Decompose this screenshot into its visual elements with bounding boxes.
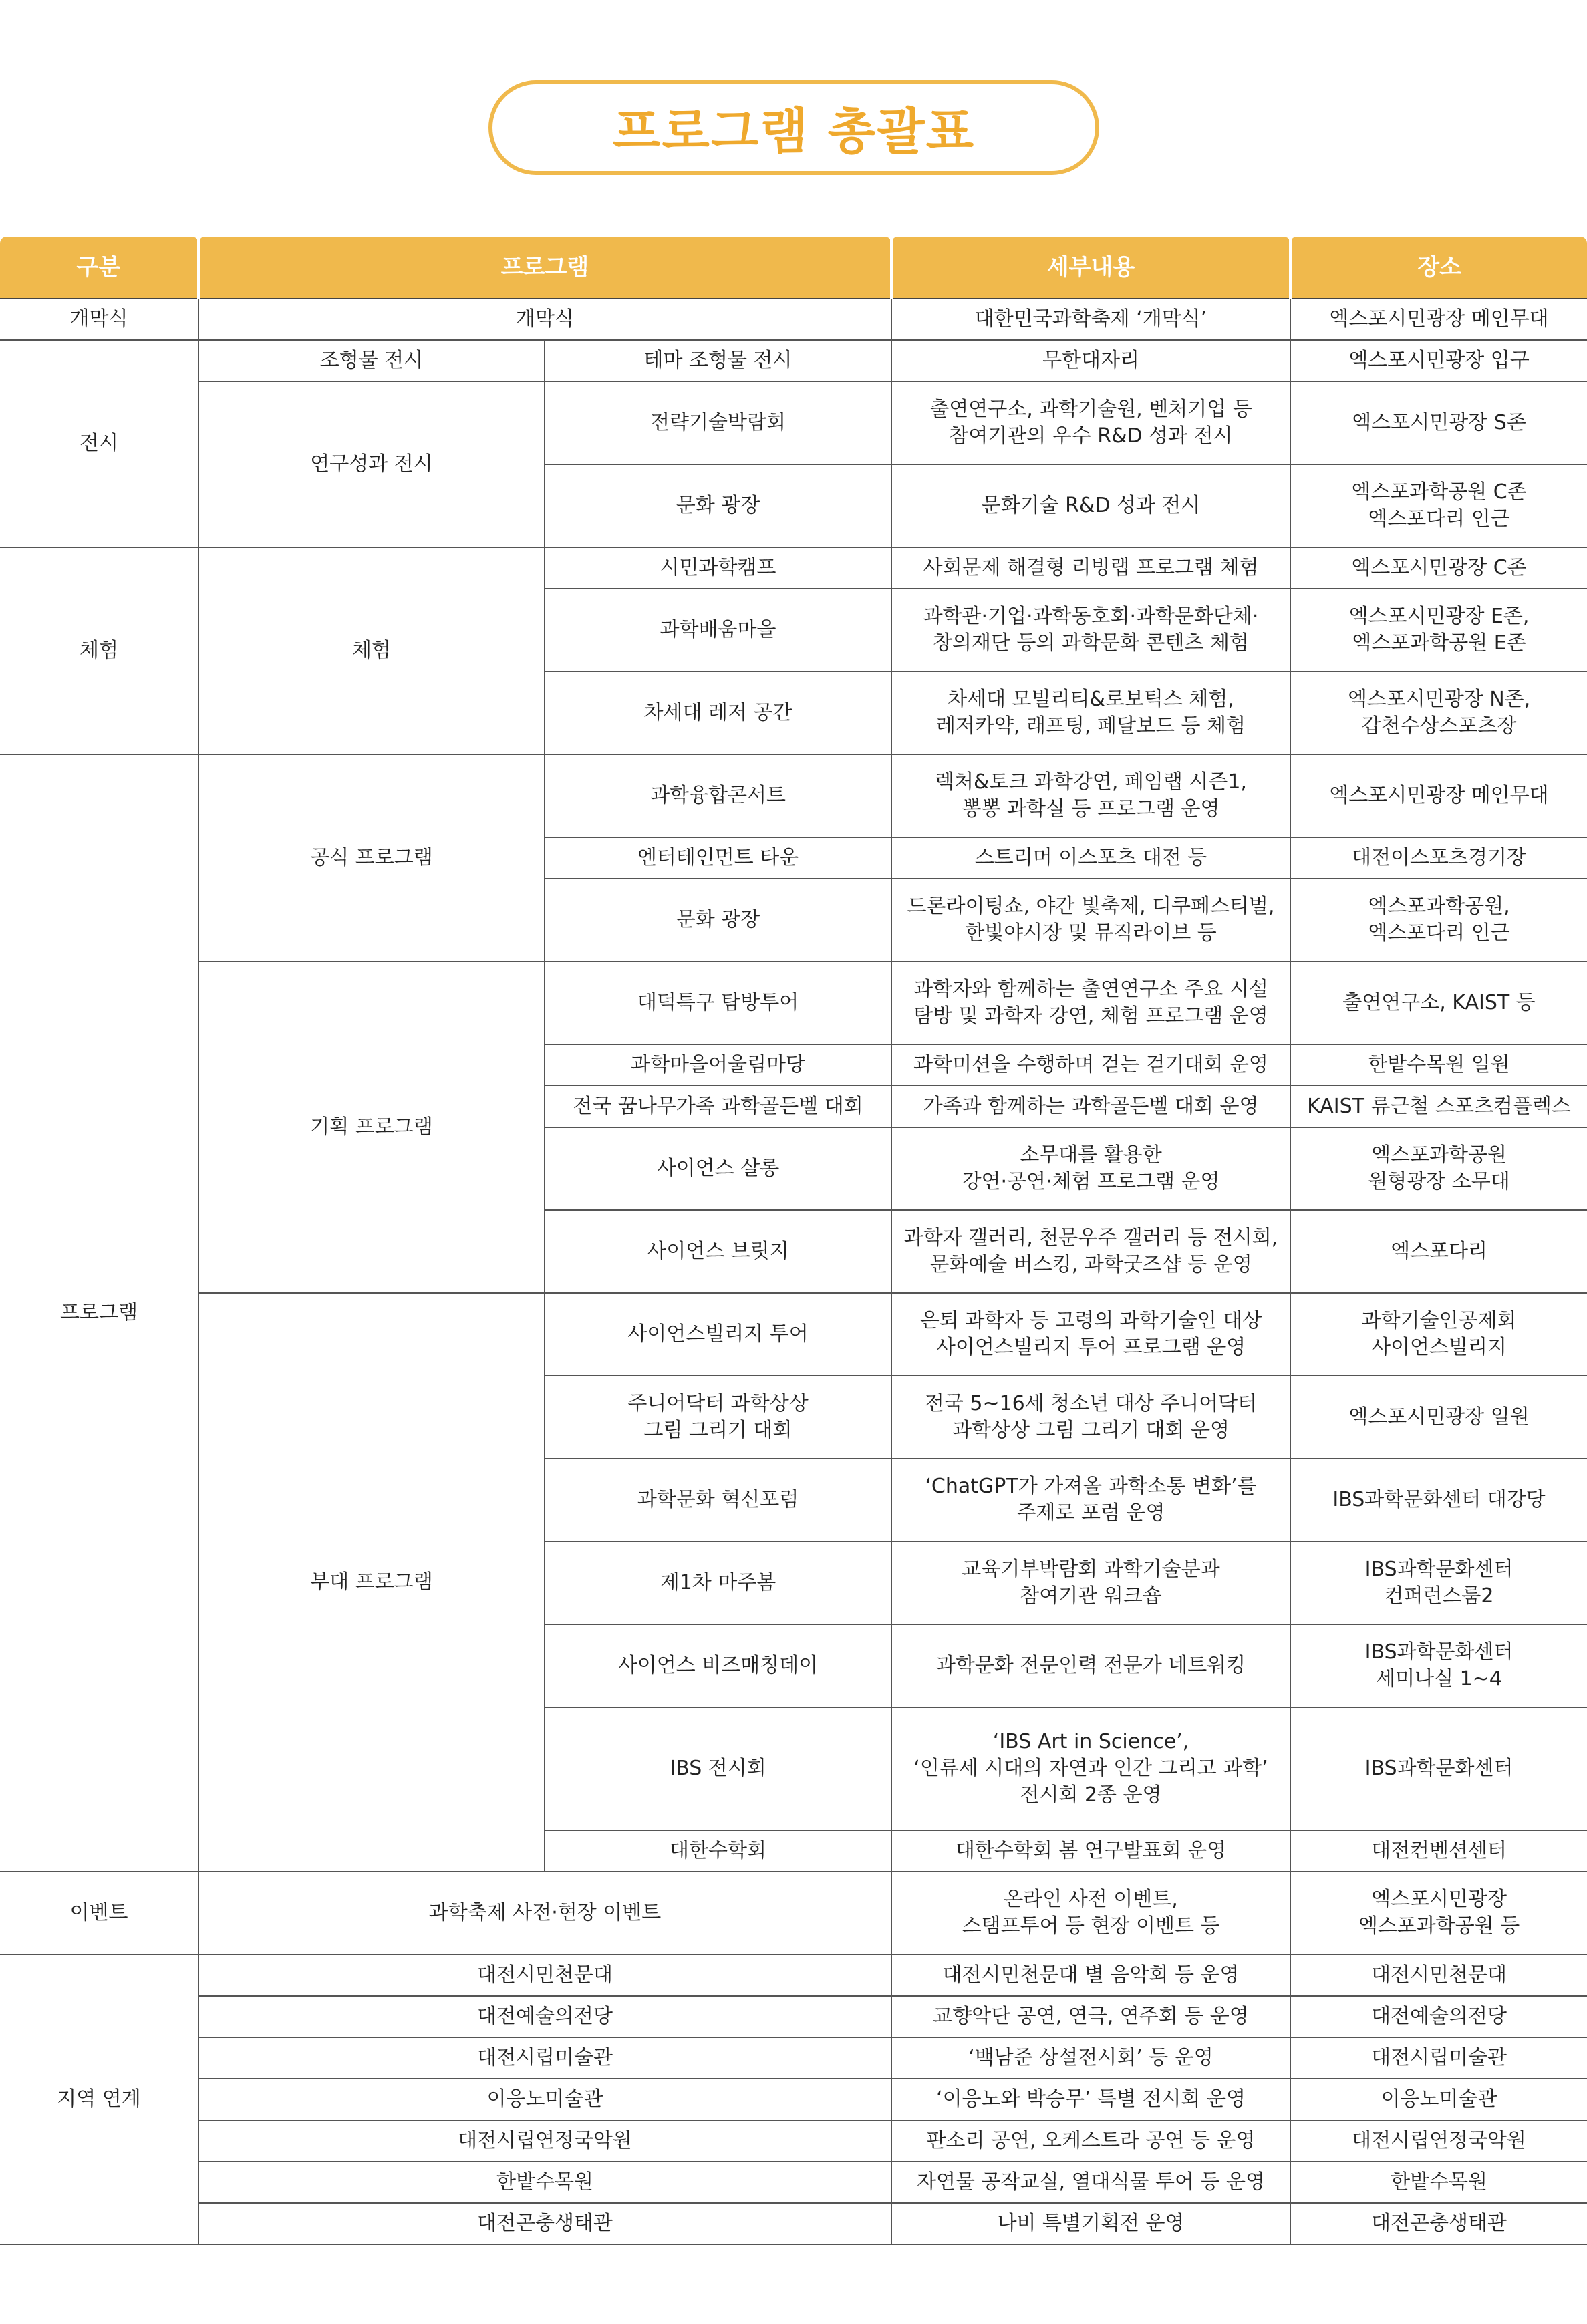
place-cell: 엑스포시민광장 S존 [1290,382,1587,464]
place-cell: 엑스포시민광장 E존, 엑스포과학공원 E존 [1290,589,1587,672]
table-row [0,299,1587,340]
program-cell: 개막식 [198,299,891,340]
detail-cell: 판소리 공연, 오케스트라 공연 등 운영 [891,2120,1290,2162]
place-cell: 대전시립연정국악원 [1290,2120,1587,2162]
program-cell: 문화 광장 [545,879,891,962]
header-program: 프로그램 [198,237,891,299]
page-title: 프로그램 총괄표 [612,103,976,160]
detail-cell: ‘백남준 상설전시회’ 등 운영 [891,2037,1290,2079]
detail-cell: 은퇴 과학자 등 고령의 과학기술인 대상 사이언스빌리지 투어 프로그램 운영 [891,1293,1290,1376]
place-cell: 대전예술의전당 [1290,1996,1587,2037]
detail-cell: 무한대자리 [891,340,1290,382]
detail-cell: 문화기술 R&D 성과 전시 [891,464,1290,547]
table-row [0,2037,1587,2079]
place-cell: 엑스포시민광장 N존, 갑천수상스포츠장 [1290,672,1587,754]
program-cell: 대한수학회 [545,1830,891,1872]
program-cell: 이응노미술관 [198,2079,891,2120]
detail-cell: 사회문제 해결형 리빙랩 프로그램 체험 [891,547,1290,589]
detail-cell: 드론라이팅쇼, 야간 빛축제, 디쿠페스티벌, 한빛야시장 및 뮤직라이브 등 [891,879,1290,962]
detail-cell: 과학자 갤러리, 천문우주 갤러리 등 전시회, 문화예술 버스킹, 과학굿즈샵 등 운영 [891,1210,1290,1293]
place-cell: 대전곤충생태관 [1290,2203,1587,2244]
program-cell: 사이언스 살롱 [545,1127,891,1210]
place-cell: 엑스포다리 [1290,1210,1587,1293]
detail-cell: 과학관·기업·과학동호회·과학문화단체· 창의재단 등의 과학문화 콘텐츠 체험 [891,589,1290,672]
table-row [0,2162,1587,2203]
program-cell: IBS 전시회 [545,1707,891,1830]
program-cell: 과학배움마을 [545,589,891,672]
place-cell: 이응노미술관 [1290,2079,1587,2120]
detail-cell: 스트리머 이스포츠 대전 등 [891,837,1290,879]
place-cell: IBS과학문화센터 [1290,1707,1587,1830]
place-cell: 과학기술인공제회 사이언스빌리지 [1290,1293,1587,1376]
table-row [0,382,1587,464]
program-cell: 대전예술의전당 [198,1996,891,2037]
place-cell: 출연연구소, KAIST 등 [1290,962,1587,1044]
program-cell: 과학문화 혁신포럼 [545,1459,891,1542]
place-cell: 한밭수목원 [1290,2162,1587,2203]
program-summary-table [0,237,1587,2245]
detail-cell: 온라인 사전 이벤트, 스탬프투어 등 현장 이벤트 등 [891,1872,1290,1954]
detail-cell: 과학문화 전문인력 전문가 네트워킹 [891,1624,1290,1707]
detail-cell: 교향악단 공연, 연극, 연주회 등 운영 [891,1996,1290,2037]
header-detail: 세부내용 [891,237,1290,299]
table-row [0,1293,1587,1376]
place-cell: 엑스포과학공원 C존 엑스포다리 인근 [1290,464,1587,547]
place-cell: IBS과학문화센터 세미나실 1~4 [1290,1624,1587,1707]
group-cell: 부대 프로그램 [198,1293,545,1872]
page-title-pill [488,80,1099,175]
group-cell: 기획 프로그램 [198,962,545,1293]
table-row [0,754,1587,837]
program-cell: 전략기술박람회 [545,382,891,464]
group-cell: 조형물 전시 [198,340,545,382]
detail-cell: 대한민국과학축제 ‘개막식’ [891,299,1290,340]
program-cell: 사이언스 브릿지 [545,1210,891,1293]
table-row [0,962,1587,1044]
program-cell: 대덕특구 탐방투어 [545,962,891,1044]
detail-cell: ‘이응노와 박승무’ 특별 전시회 운영 [891,2079,1290,2120]
program-cell: 사이언스 비즈매칭데이 [545,1624,891,1707]
detail-cell: 과학미션을 수행하며 걷는 걷기대회 운영 [891,1044,1290,1086]
program-cell: 과학융합콘서트 [545,754,891,837]
place-cell: 한밭수목원 일원 [1290,1044,1587,1086]
detail-cell: 가족과 함께하는 과학골든벨 대회 운영 [891,1086,1290,1127]
detail-cell: 출연연구소, 과학기술원, 벤처기업 등 참여기관의 우수 R&D 성과 전시 [891,382,1290,464]
category-cell: 개막식 [0,299,198,340]
program-cell: 차세대 레저 공간 [545,672,891,754]
place-cell: 엑스포시민광장 입구 [1290,340,1587,382]
detail-cell: 대한수학회 봄 연구발표회 운영 [891,1830,1290,1872]
category-cell: 전시 [0,340,198,547]
place-cell: 엑스포시민광장 메인무대 [1290,754,1587,837]
table-row [0,547,1587,589]
table-row [0,2120,1587,2162]
detail-cell: 렉처&토크 과학강연, 페임랩 시즌1, 뽕뽕 과학실 등 프로그램 운영 [891,754,1290,837]
program-cell: 과학마을어울림마당 [545,1044,891,1086]
place-cell: 엑스포시민광장 일원 [1290,1376,1587,1459]
place-cell: 엑스포시민광장 C존 [1290,547,1587,589]
place-cell: IBS과학문화센터 컨퍼런스룸2 [1290,1542,1587,1624]
detail-cell: 교육기부박람회 과학기술분과 참여기관 워크숍 [891,1542,1290,1624]
detail-cell: ‘ChatGPT가 가져올 과학소통 변화’를 주제로 포럼 운영 [891,1459,1290,1542]
category-cell: 지역 연계 [0,1954,198,2244]
program-cell: 제1차 마주봄 [545,1542,891,1624]
detail-cell: 전국 5~16세 청소년 대상 주니어닥터 과학상상 그림 그리기 대회 운영 [891,1376,1290,1459]
program-cell: 한밭수목원 [198,2162,891,2203]
group-cell: 체험 [198,547,545,754]
place-cell: KAIST 류근철 스포츠컴플렉스 [1290,1086,1587,1127]
category-cell: 체험 [0,547,198,754]
place-cell: 대전이스포츠경기장 [1290,837,1587,879]
program-cell: 대전시민천문대 [198,1954,891,1996]
table-row [0,1872,1587,1954]
group-cell: 연구성과 전시 [198,382,545,547]
place-cell: IBS과학문화센터 대강당 [1290,1459,1587,1542]
detail-cell: 소무대를 활용한 강연·공연·체험 프로그램 운영 [891,1127,1290,1210]
program-cell: 과학축제 사전·현장 이벤트 [198,1872,891,1954]
place-cell: 엑스포과학공원 원형광장 소무대 [1290,1127,1587,1210]
header-place: 장소 [1290,237,1587,299]
program-cell: 대전곤충생태관 [198,2203,891,2244]
program-cell: 사이언스빌리지 투어 [545,1293,891,1376]
header-category: 구분 [0,237,198,299]
place-cell: 대전컨벤션센터 [1290,1830,1587,1872]
table-header-row [0,237,1587,299]
category-cell: 이벤트 [0,1872,198,1954]
table-row [0,340,1587,382]
program-cell: 문화 광장 [545,464,891,547]
place-cell: 엑스포시민광장 메인무대 [1290,299,1587,340]
table-row [0,1996,1587,2037]
detail-cell: 과학자와 함께하는 출연연구소 주요 시설 탐방 및 과학자 강연, 체험 프로그램 운영 [891,962,1290,1044]
detail-cell: 나비 특별기획전 운영 [891,2203,1290,2244]
group-cell: 공식 프로그램 [198,754,545,962]
place-cell: 대전시립미술관 [1290,2037,1587,2079]
place-cell: 엑스포과학공원, 엑스포다리 인근 [1290,879,1587,962]
detail-cell: ‘IBS Art in Science’, ‘인류세 시대의 자연과 인간 그리고 과학’ 전시회 2종 운영 [891,1707,1290,1830]
category-cell: 프로그램 [0,754,198,1872]
detail-cell: 자연물 공작교실, 열대식물 투어 등 운영 [891,2162,1290,2203]
program-cell: 엔터테인먼트 타운 [545,837,891,879]
program-cell: 대전시립미술관 [198,2037,891,2079]
table-row [0,2079,1587,2120]
table-row [0,2203,1587,2244]
place-cell: 엑스포시민광장 엑스포과학공원 등 [1290,1872,1587,1954]
program-cell: 테마 조형물 전시 [545,340,891,382]
program-cell: 주니어닥터 과학상상 그림 그리기 대회 [545,1376,891,1459]
detail-cell: 차세대 모빌리티&로보틱스 체험, 레저카약, 래프팅, 페달보드 등 체험 [891,672,1290,754]
place-cell: 대전시민천문대 [1290,1954,1587,1996]
table-row [0,1954,1587,1996]
program-cell: 전국 꿈나무가족 과학골든벨 대회 [545,1086,891,1127]
program-cell: 대전시립연정국악원 [198,2120,891,2162]
detail-cell: 대전시민천문대 별 음악회 등 운영 [891,1954,1290,1996]
program-cell: 시민과학캠프 [545,547,891,589]
